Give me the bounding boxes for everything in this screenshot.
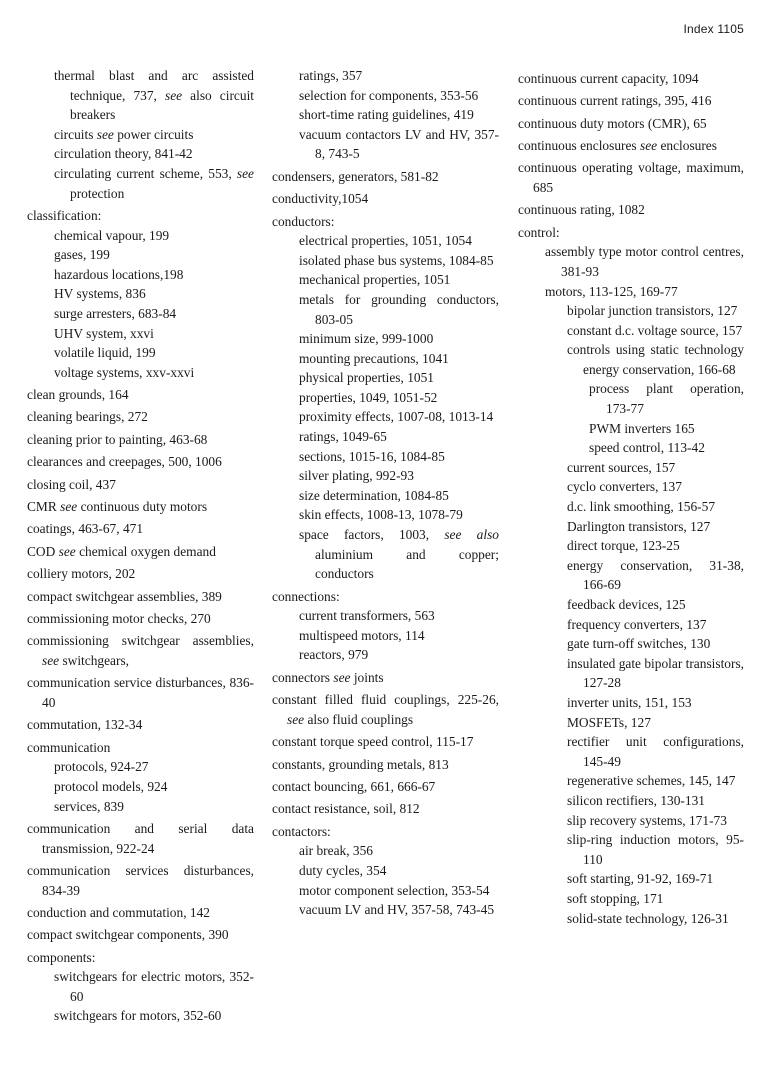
index-subentry: switchgears for electric motors, 352-60 — [54, 969, 254, 1004]
index-entry: conductivity,1054 — [272, 191, 369, 207]
index-entry: condensers, generators, 581-82 — [272, 168, 439, 184]
index-subentry: circuits see power circuits — [54, 126, 194, 142]
index-entry: communication service disturbances, 836-40 — [27, 675, 254, 710]
index-entry: constants, grounding metals, 813 — [272, 756, 449, 772]
index-entry: commutation, 132-34 — [27, 717, 143, 733]
index-subentry: slip recovery systems, 171-73 — [567, 812, 727, 828]
index-entry: continuous duty motors (CMR), 65 — [518, 115, 707, 131]
index-subentry: d.c. link smoothing, 156-57 — [567, 499, 716, 515]
index-entry: conductors: — [272, 213, 335, 229]
index-subentry: bipolar junction transistors, 127 — [567, 303, 738, 319]
index-entry: constant torque speed control, 115-17 — [272, 734, 474, 750]
index-subentry: short-time rating guidelines, 419 — [299, 107, 474, 123]
index-subentry: minimum size, 999-1000 — [299, 331, 434, 347]
index-subentry: feedback devices, 125 — [567, 597, 686, 613]
index-subentry: ratings, 357 — [299, 68, 363, 83]
index-entry: colliery motors, 202 — [27, 566, 136, 582]
index-entry: classification: — [27, 207, 102, 223]
index-subentry: inverter units, 151, 153 — [567, 694, 692, 710]
index-entry: connections: — [272, 588, 340, 604]
index-subentry: soft stopping, 171 — [567, 890, 664, 906]
index-subentry: isolated phase bus systems, 1084-85 — [299, 252, 494, 268]
index-subentry: slip-ring induction motors, 95-110 — [567, 832, 744, 867]
index-column-1 — [27, 66, 254, 1026]
index-subentry: services, 839 — [54, 798, 124, 814]
index-entry: contact bouncing, 661, 666-67 — [272, 778, 436, 794]
index-subentry: insulated gate bipolar transistors, 127-28 — [567, 655, 745, 691]
index-subentry: vacuum LV and HV, 357-58, 743-45 — [299, 902, 495, 918]
index-entry: commissioning switchgear assemblies, see switchgears, — [27, 633, 254, 668]
index-subentry: rectifier unit configurations, 145-49 — [567, 734, 744, 769]
index-entry: clean grounds, 164 — [27, 387, 129, 403]
index-entry: continuous current ratings, 395, 416 — [518, 93, 712, 109]
index-column-2 — [272, 66, 499, 920]
index-subentry: multispeed motors, 114 — [299, 627, 425, 643]
index-entry: components: — [27, 949, 96, 965]
index-subentry: sections, 1015-16, 1084-85 — [299, 448, 445, 464]
index-entry: communication services disturbances, 834-39 — [27, 862, 254, 898]
index-subentry: mechanical properties, 1051 — [299, 272, 451, 288]
index-subentry: ratings, 1049-65 — [299, 429, 387, 445]
index-entry: compact switchgear components, 390 — [27, 927, 229, 943]
index-entry: compact switchgear assemblies, 389 — [27, 588, 222, 604]
index-subentry: current transformers, 563 — [299, 608, 435, 624]
index-subentry: MOSFETs, 127 — [567, 714, 651, 730]
index-subentry: motors, 113-125, 169-77 — [545, 283, 678, 299]
index-subentry: selection for components, 353-56 — [299, 87, 479, 103]
index-entry: contact resistance, soil, 812 — [272, 801, 420, 817]
index-entry: continuous operating voltage, maximum, 685 — [518, 160, 744, 195]
index-entry: communication and serial data transmission, 922-24 — [27, 820, 254, 856]
index-entry: contactors: — [272, 823, 331, 839]
index-subentry: volatile liquid, 199 — [54, 345, 156, 361]
index-entry: continuous enclosures see enclosures — [518, 137, 717, 153]
index-subentry: frequency converters, 137 — [567, 616, 707, 632]
index-entry: connectors see joints — [272, 669, 384, 685]
index-entry: continuous current capacity, 1094 — [518, 70, 699, 86]
index-entry: control: — [518, 224, 560, 240]
index-subentry: cyclo converters, 137 — [567, 479, 682, 495]
index-entry: commissioning motor checks, 270 — [27, 611, 211, 626]
index-subentry: silver plating, 992-93 — [299, 468, 414, 484]
index-subentry: proximity effects, 1007-08, 1013-14 — [299, 409, 494, 425]
index-subentry: assembly type motor control centres, 381-93 — [545, 244, 744, 279]
index-subentry: constant d.c. voltage source, 157 — [567, 322, 743, 338]
index-subentry: soft starting, 91-92, 169-71 — [567, 871, 714, 887]
index-subentry: air break, 356 — [299, 843, 373, 859]
index-subentry: energy conservation, 31-38, 166-69 — [567, 557, 744, 593]
index-entry: CMR see continuous duty motors — [27, 499, 208, 515]
index-subentry: chemical vapour, 199 — [54, 227, 170, 243]
index-subentry: metals for grounding conductors, 803-05 — [299, 291, 499, 327]
index-subentry: PWM inverters 165 — [589, 420, 695, 436]
index-subentry: hazardous locations,198 — [54, 266, 184, 282]
index-subentry: gases, 199 — [54, 247, 110, 263]
index-subentry: circulating current scheme, 553, see protection — [54, 165, 254, 201]
index-subentry: direct torque, 123-25 — [567, 538, 680, 554]
index-subentry: physical properties, 1051 — [299, 370, 434, 386]
index-subentry: thermal blast and arc assisted technique, 737, see also circuit breakers — [54, 68, 255, 123]
index-subentry: gate turn-off switches, 130 — [567, 636, 711, 652]
index-subentry: electrical properties, 1051, 1054 — [299, 233, 472, 249]
index-subentry: skin effects, 1008-13, 1078-79 — [299, 507, 463, 523]
index-entry: continuous rating, 1082 — [518, 202, 645, 218]
index-subentry: switchgears for motors, 352-60 — [54, 1008, 222, 1024]
index-subentry: motor component selection, 353-54 — [299, 882, 490, 898]
index-entry: closing coil, 437 — [27, 476, 116, 492]
index-subentry: mounting precautions, 1041 — [299, 350, 449, 366]
index-subentry: voltage systems, xxv-xxvi — [54, 364, 195, 380]
index-subentry: regenerative schemes, 145, 147 — [567, 773, 736, 789]
index-subentry: UHV system, xxvi — [54, 325, 154, 341]
index-subentry: current sources, 157 — [567, 459, 676, 475]
index-entry: clearances and creepages, 500, 1006 — [27, 454, 222, 470]
index-entry: conduction and commutation, 142 — [27, 904, 210, 920]
index-subentry: HV systems, 836 — [54, 286, 146, 302]
index-entry: COD see chemical oxygen demand — [27, 543, 216, 559]
index-entry: communication — [27, 739, 111, 755]
index-subentry: properties, 1049, 1051-52 — [299, 389, 438, 405]
page-header: Index 1105 — [683, 22, 744, 36]
index-entry: constant filled fluid couplings, 225-26, see also fluid couplings — [272, 692, 499, 727]
index-subentry: speed control, 113-42 — [589, 440, 705, 456]
index-subentry: controls using static technology energy conservation, 166-68 — [567, 342, 744, 377]
index-entry: cleaning prior to painting, 463-68 — [27, 431, 208, 447]
index-subentry: protocol models, 924 — [54, 778, 168, 794]
index-subentry: silicon rectifiers, 130-131 — [567, 792, 705, 808]
index-subentry: duty cycles, 354 — [299, 862, 387, 878]
index-subentry: vacuum contactors LV and HV, 357-8, 743-5 — [299, 126, 499, 162]
index-subentry: space factors, 1003, see also aluminium and copper; conductors — [299, 527, 499, 582]
index-subentry: size determination, 1084-85 — [299, 487, 449, 503]
index-subentry: circulation theory, 841-42 — [54, 146, 193, 162]
index-subentry: Darlington transistors, 127 — [567, 518, 711, 534]
index-entry: coatings, 463-67, 471 — [27, 521, 144, 537]
index-entry: cleaning bearings, 272 — [27, 409, 148, 425]
index-subentry: protocols, 924-27 — [54, 759, 149, 775]
index-subentry: surge arresters, 683-84 — [54, 305, 177, 321]
index-subentry: process plant operation, 173-77 — [589, 381, 744, 417]
index-subentry: reactors, 979 — [299, 647, 369, 663]
index-subentry: solid-state technology, 126-31 — [567, 910, 729, 926]
index-column-3 — [518, 66, 744, 928]
